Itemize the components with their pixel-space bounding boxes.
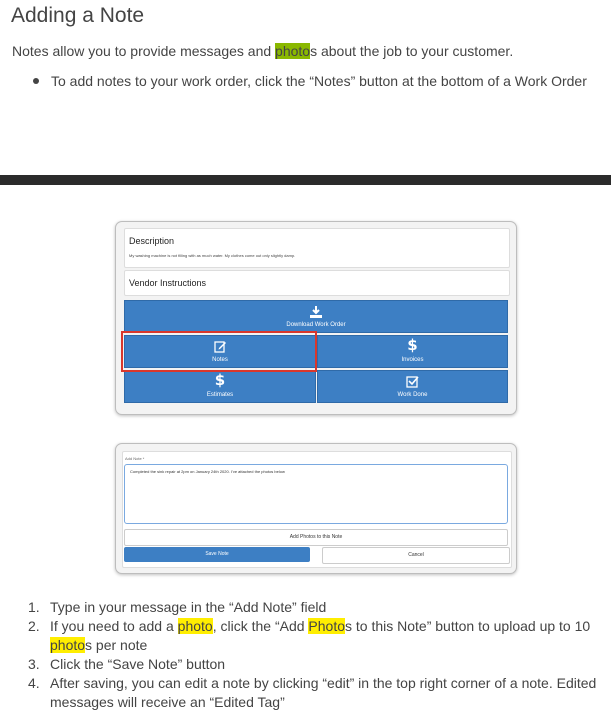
step-text: Click the “Save Note” button [50, 656, 226, 672]
download-work-order-button[interactable] [124, 300, 508, 333]
step-item [28, 655, 603, 674]
estimates-button[interactable] [124, 370, 316, 403]
step-text: s per note [85, 637, 148, 653]
dollar-icon: $ [407, 336, 418, 354]
note-text: Completed the sink repair at 2pm on January 24th 2020. I've attached the photos below [130, 469, 285, 474]
add-photos-button[interactable]: Add Photos to this Note [124, 529, 508, 546]
vendor-instructions-title: Vendor Instructions [129, 278, 207, 288]
add-note-label: Add Note * [125, 456, 145, 461]
step-text: s to this Note” button to upload up to 10 [345, 618, 591, 634]
step-number: 1. [28, 599, 40, 615]
step-highlight: photo [177, 618, 213, 634]
step-number: 4. [28, 675, 40, 691]
add-note-panel [122, 451, 512, 568]
checkbox-icon [406, 375, 419, 388]
save-note-button[interactable]: Save Note [124, 547, 310, 562]
intro-highlight: photo [275, 43, 311, 59]
work-done-button[interactable] [317, 370, 508, 403]
notes-label: Notes [212, 357, 228, 363]
step-item [28, 674, 603, 712]
work-done-label: Work Done [397, 392, 428, 398]
intro-text-end: s about the job to your customer. [310, 43, 514, 59]
step-text: , click the “Add [212, 618, 309, 634]
step-number: 2. [28, 618, 40, 634]
invoices-label: Invoices [401, 357, 424, 363]
intro-paragraph [12, 43, 513, 59]
step-text: If you need to add a [50, 618, 178, 634]
step-highlight: photo [50, 637, 86, 653]
intro-text-start: Notes allow you to provide messages and [12, 43, 276, 59]
invoices-button[interactable] [317, 335, 508, 368]
page-title: Adding a Note [11, 4, 145, 27]
add-note-screenshot [115, 443, 517, 574]
bullet-item [33, 73, 587, 89]
notes-highlight-outline [121, 331, 317, 372]
estimates-label: Estimates [206, 392, 234, 398]
steps-list [28, 598, 603, 712]
step-item [28, 617, 603, 655]
description-text: My washing machine is not filling with as much water. My clothes come out only slightly damp. [129, 253, 296, 258]
step-item [28, 598, 603, 617]
vendor-instructions-card [124, 270, 510, 296]
bullet-dot [33, 78, 39, 84]
step-text: After saving, you can edit a note by clicking “edit” in the top right corner of a note. Edited messages will receive an “Edited Tag” [50, 675, 597, 710]
step-number: 3. [28, 656, 40, 672]
download-label: Download Work Order [286, 322, 346, 328]
cancel-button[interactable]: Cancel [322, 547, 510, 564]
dollar-icon: $ [214, 371, 226, 389]
divider-bar [0, 175, 611, 185]
download-icon [309, 305, 323, 319]
step-text: Type in your message in the “Add Note” field [50, 599, 327, 615]
description-title: Description [129, 236, 175, 246]
add-note-textarea[interactable] [124, 464, 508, 524]
bullet-text: To add notes to your work order, click the “Notes” button at the bottom of a Work Order [51, 73, 587, 89]
work-order-screenshot [115, 221, 517, 415]
description-card [124, 228, 510, 268]
step-highlight: Photo [308, 618, 345, 634]
